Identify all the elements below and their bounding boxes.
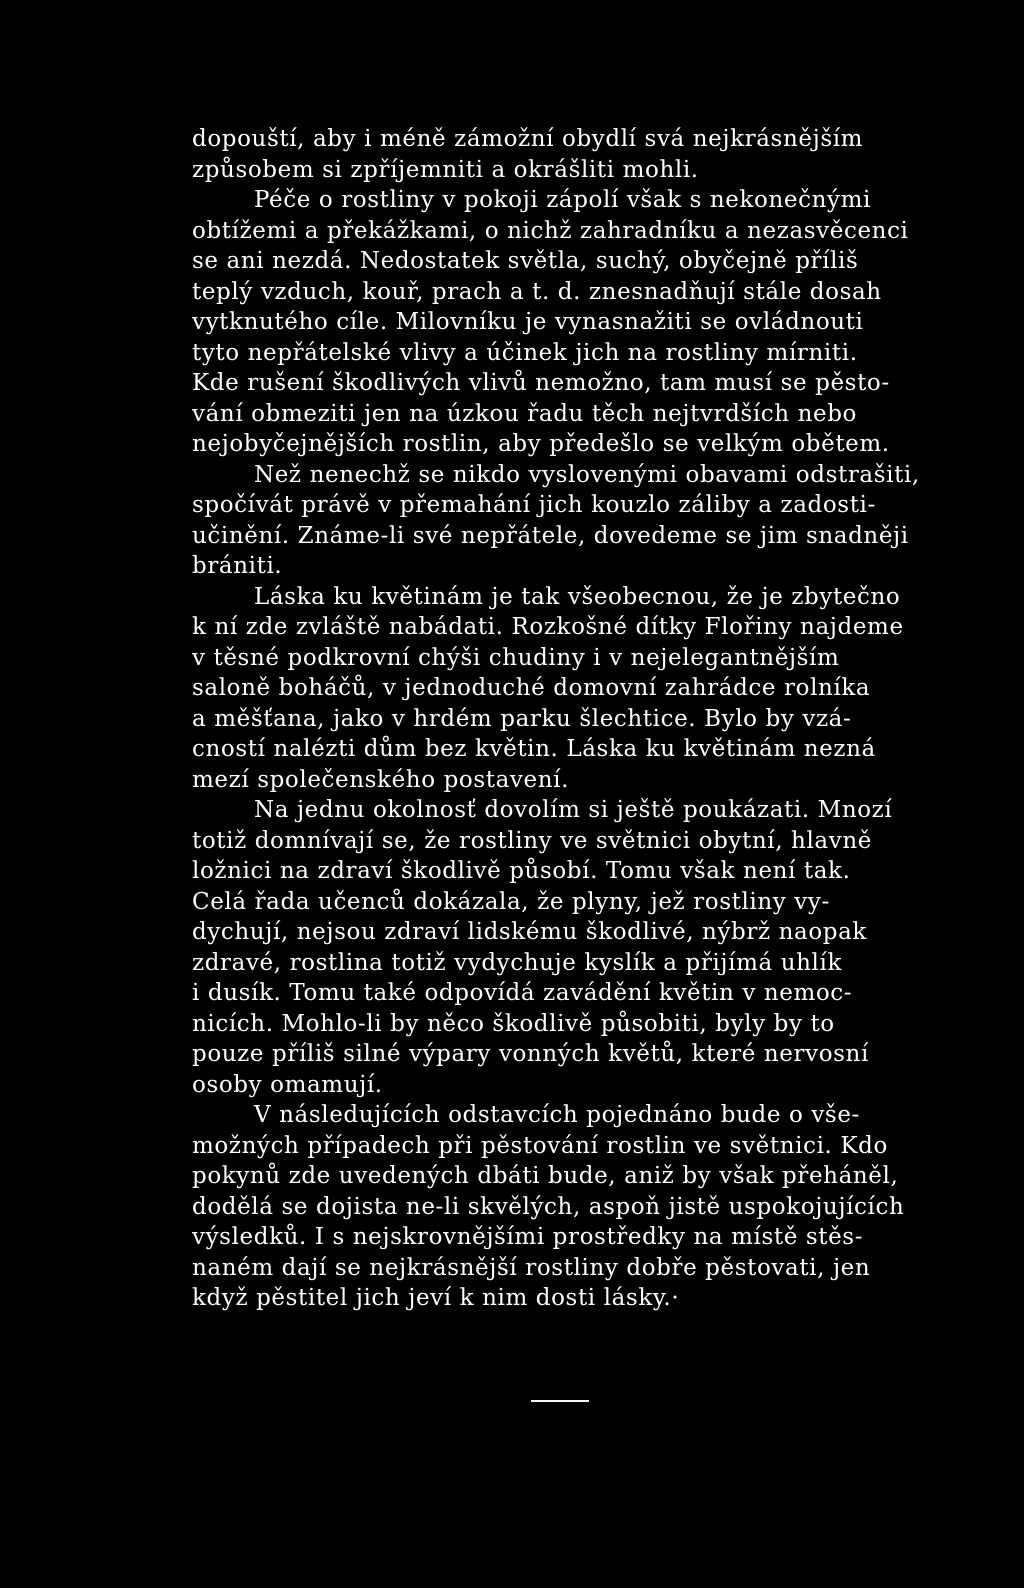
section-end-rule	[531, 1400, 589, 1402]
text-line: brániti.	[192, 553, 283, 579]
text-line: naném dají se nejkrásnější rostliny dobře pěstovati, jen	[192, 1254, 871, 1281]
text-line: pouze příliš silné výpary vonných květů, které nervosní	[192, 1041, 869, 1067]
body-text	[192, 124, 962, 1314]
text-line: vání obmeziti jen na úzkou řadu těch nejtvrdších nebo	[192, 400, 857, 427]
text-line: způsobem si zpříjemniti a okrášliti mohli.	[192, 156, 699, 183]
text-line: v těsné podkrovní chýši chudiny i v nejelegantnějším	[192, 644, 840, 671]
text-line: dopouští, aby i méně zámožní obydlí svá nejkrásnějším	[192, 126, 864, 152]
text-line: a měšťana, jako v hrdém parku šlechtice. Bylo by vzá-	[192, 705, 852, 732]
text-line: spočívát právě v přemahání jich kouzlo záliby a zadosti-	[192, 492, 876, 518]
text-line: dodělá se dojista ne-li skvělých, aspoň jistě uspokojujících	[192, 1193, 905, 1220]
paragraph-first-line: Péče o rostliny v pokoji zápolí však s nekonečnými	[254, 187, 871, 213]
text-line: tyto nepřátelské vlivy a účinek jich na rostliny mírniti.	[192, 339, 858, 366]
text-line: výsledků. I s nejskrovnějšími prostředky na místě stěs-	[192, 1224, 864, 1250]
text-line: teplý vzduch, kouř, prach a t. d. znesnadňují stále dosah	[192, 278, 882, 305]
text-line: Kde rušení škodlivých vlivů nemožno, tam musí se pěsto-	[192, 370, 890, 396]
text-line: Celá řada učenců dokázala, že plyny, jež rostliny vy-	[192, 888, 830, 915]
text-line: když pěstitel jich jeví k nim dosti lásky.·	[192, 1285, 680, 1311]
text-line: dychují, nejsou zdraví lidskému škodlivé, nýbrž naopak	[192, 919, 867, 945]
text-line: osoby omamují.	[192, 1071, 383, 1098]
text-line: i dusík. Tomu také odpovídá zavádění květin v nemoc-	[192, 980, 853, 1006]
paragraph-first-line: Na jednu okolnosť dovolím si ještě poukázati. Mnozí	[254, 797, 893, 823]
text-line: se ani nezdá. Nedostatek světla, suchý, obyčejně příliš	[192, 248, 859, 274]
text-line: pokynů zde uvedených dbáti bude, aniž by však přeháněl,	[192, 1163, 899, 1189]
text-line: k ní zde zvláště nabádati. Rozkošné dítky Flořiny najdeme	[192, 614, 904, 640]
text-line: saloně boháčů, v jednoduché domovní zahrádce rolníka	[192, 675, 871, 701]
text-line: ložnici na zdraví škodlivě působí. Tomu však není tak.	[192, 858, 851, 884]
text-line: nicích. Mohlo-li by něco škodlivě působiti, byly by to	[192, 1010, 835, 1037]
text-line: vytknutého cíle. Milovníku je vynasnažiti se ovládnouti	[192, 309, 864, 335]
text-line: nejobyčejnějších rostlin, aby předešlo se velkým obětem.	[192, 431, 890, 457]
paragraph-first-line: Než nenechž se nikdo vyslovenými obavami odstrašiti,	[254, 461, 920, 488]
paragraph-first-line: Láska ku květinám je tak všeobecnou, že je zbytečno	[254, 583, 901, 610]
text-line: obtížemi a překážkami, o nichž zahradníku a nezasvěcenci	[192, 217, 909, 244]
text-line: totiž domnívají se, že rostliny ve světnici obytní, hlavně	[192, 827, 872, 854]
text-line: mezí společenského postavení.	[192, 766, 569, 793]
text-line: cností nalézti dům bez květin. Láska ku květinám nezná	[192, 736, 876, 762]
text-line: zdravé, rostlina totiž vydychuje kyslík a přijímá uhlík	[192, 949, 842, 976]
text-line: učinění. Známe-li své nepřátele, dovedeme se jim snadněji	[192, 522, 909, 549]
text-line: možných případech při pěstování rostlin ve světnici. Kdo	[192, 1132, 888, 1159]
paragraph-first-line: V následujících odstavcích pojednáno bude o vše-	[254, 1102, 860, 1128]
